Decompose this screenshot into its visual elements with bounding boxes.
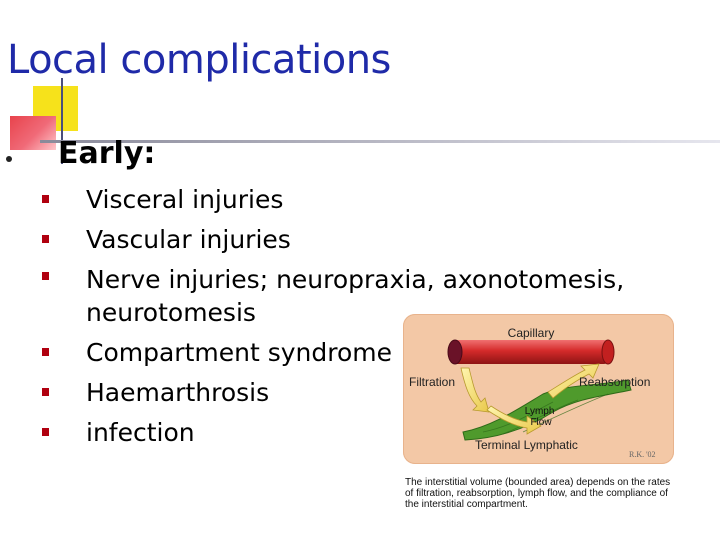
label-lymph — [525, 406, 557, 428]
decor-red-square — [10, 116, 56, 150]
slide-title: Local complications — [7, 37, 391, 83]
label-filtration: Filtration — [409, 375, 456, 389]
capillary-end — [602, 340, 614, 364]
square-bullet-icon — [42, 195, 49, 203]
capillary-opening — [448, 340, 462, 364]
list-item — [42, 220, 646, 260]
list-item-text: Vascular injuries — [86, 225, 291, 254]
square-bullet-icon — [42, 235, 49, 243]
figure-caption: The interstitial volume (bounded area) depends on the rates of filtration, reabsorption, lymph flow, and the compliance of the interstitial compartment. — [405, 477, 671, 510]
capillary-vessel — [453, 340, 608, 364]
label-lymph-line2: Flow — [530, 417, 552, 428]
capillary-figure — [403, 314, 674, 464]
square-bullet-icon — [42, 348, 49, 356]
label-terminal-lymphatic: Terminal Lymphatic — [475, 438, 578, 452]
label-reabsorption: Reabsorption — [579, 375, 651, 389]
label-lymph-line1: Lymph — [524, 406, 555, 417]
list-item-text: Visceral injuries — [86, 185, 284, 214]
list-item-text: Haemarthrosis — [86, 378, 270, 407]
filtration-arrow-icon — [461, 368, 489, 412]
list-item-text: Nerve injuries; neuropraxia, axonotomesis, neurotomesis — [86, 265, 625, 327]
square-bullet-icon — [42, 428, 49, 436]
bullet-dot-icon — [6, 156, 12, 162]
square-bullet-icon — [42, 388, 49, 396]
list-item-text: infection — [86, 418, 195, 447]
section-heading: Early: — [58, 136, 156, 171]
list-item-text: Compartment syndrome — [86, 338, 392, 367]
figure-signature: R.K. '02 — [629, 450, 656, 459]
capillary-diagram — [403, 314, 674, 464]
label-capillary: Capillary — [507, 326, 555, 340]
list-item — [42, 180, 646, 220]
square-bullet-icon — [42, 272, 49, 280]
